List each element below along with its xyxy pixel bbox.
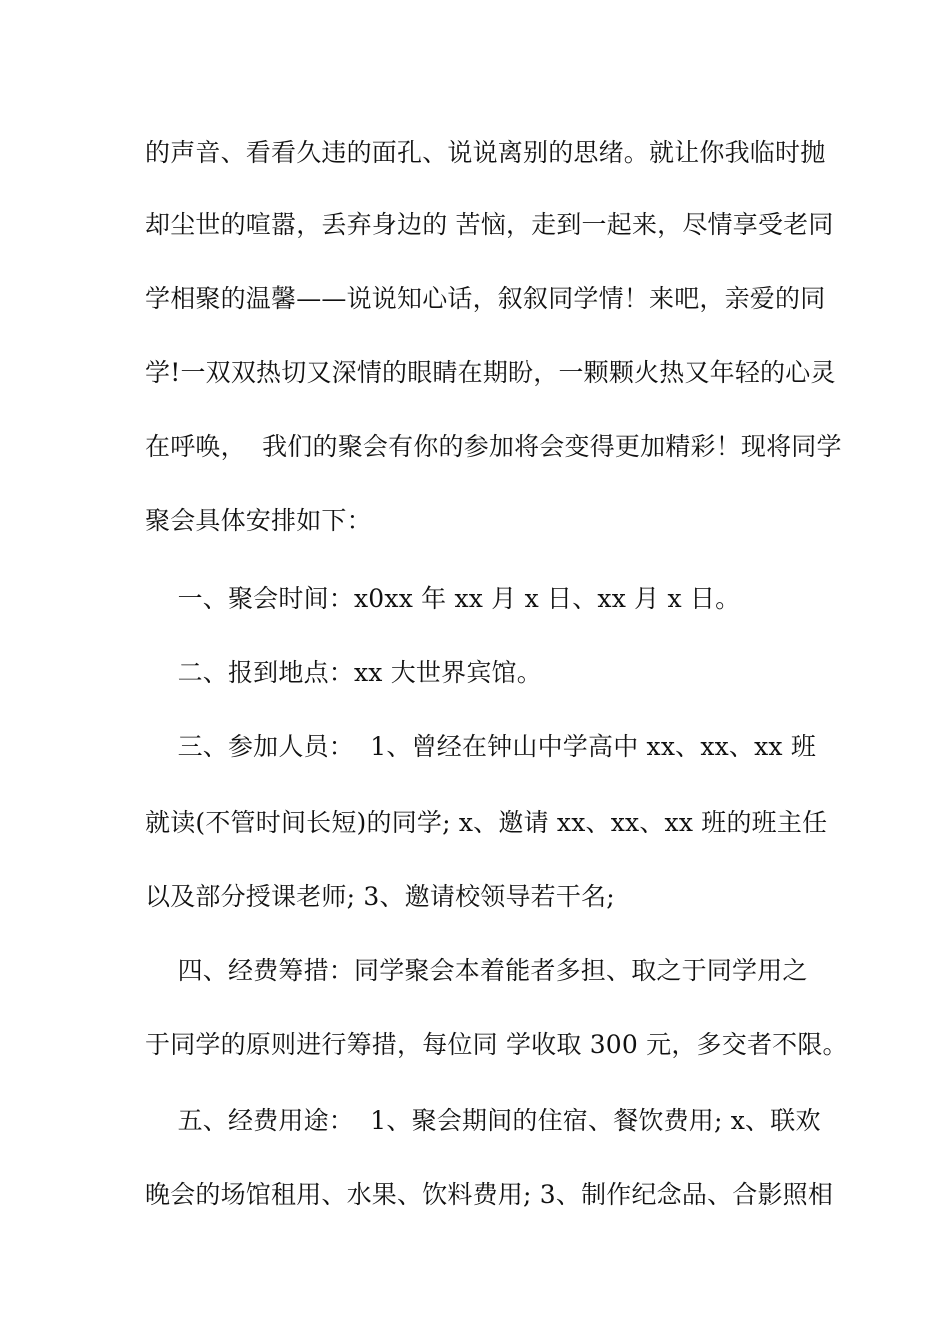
text-line: 就读(不管时间长短)的同学; x、邀请 xx、xx、xx 班的班主任 [145, 808, 828, 837]
text-line: 学相聚的温馨——说说知心话，叙叙同学情！来吧，亲爱的同 [145, 284, 826, 313]
text-line: 却尘世的喧嚣，丢弃身边的 苦恼，走到一起来，尽情享受老同 [145, 210, 834, 239]
text-line: 以及部分授课老师; 3、邀请校领导若干名; [145, 882, 615, 911]
section-heading-funding: 四、经费筹措：同学聚会本着能者多担、取之于同学用之 [145, 956, 808, 985]
section-heading-participants: 三、参加人员： 1、曾经在钟山中学高中 xx、xx、xx 班 [145, 732, 817, 761]
text-line: 聚会具体安排如下： [145, 506, 372, 535]
section-heading-time: 一、聚会时间：x0xx 年 xx 月 x 日、xx 月 x 日。 [145, 584, 741, 613]
text-line: 的声音、看看久违的面孔、说说离别的思绪。就让你我临时抛 [145, 138, 826, 167]
section-heading-expenses: 五、经费用途： 1、聚会期间的住宿、餐饮费用; x、联欢 [145, 1106, 821, 1135]
text-line: 于同学的原则进行筹措，每位同 学收取 300 元，多交者不限。 [145, 1030, 848, 1059]
section-heading-location: 二、报到地点：xx 大世界宾馆。 [145, 658, 542, 687]
text-line: 学!一双双热切又深情的眼睛在期盼，一颗颗火热又年轻的心灵 [145, 358, 836, 387]
text-line: 在呼唤， 我们的聚会有你的参加将会变得更加精彩！现将同学 [145, 432, 842, 461]
text-line: 晚会的场馆租用、水果、饮料费用; 3、制作纪念品、合影照相 [145, 1180, 834, 1209]
